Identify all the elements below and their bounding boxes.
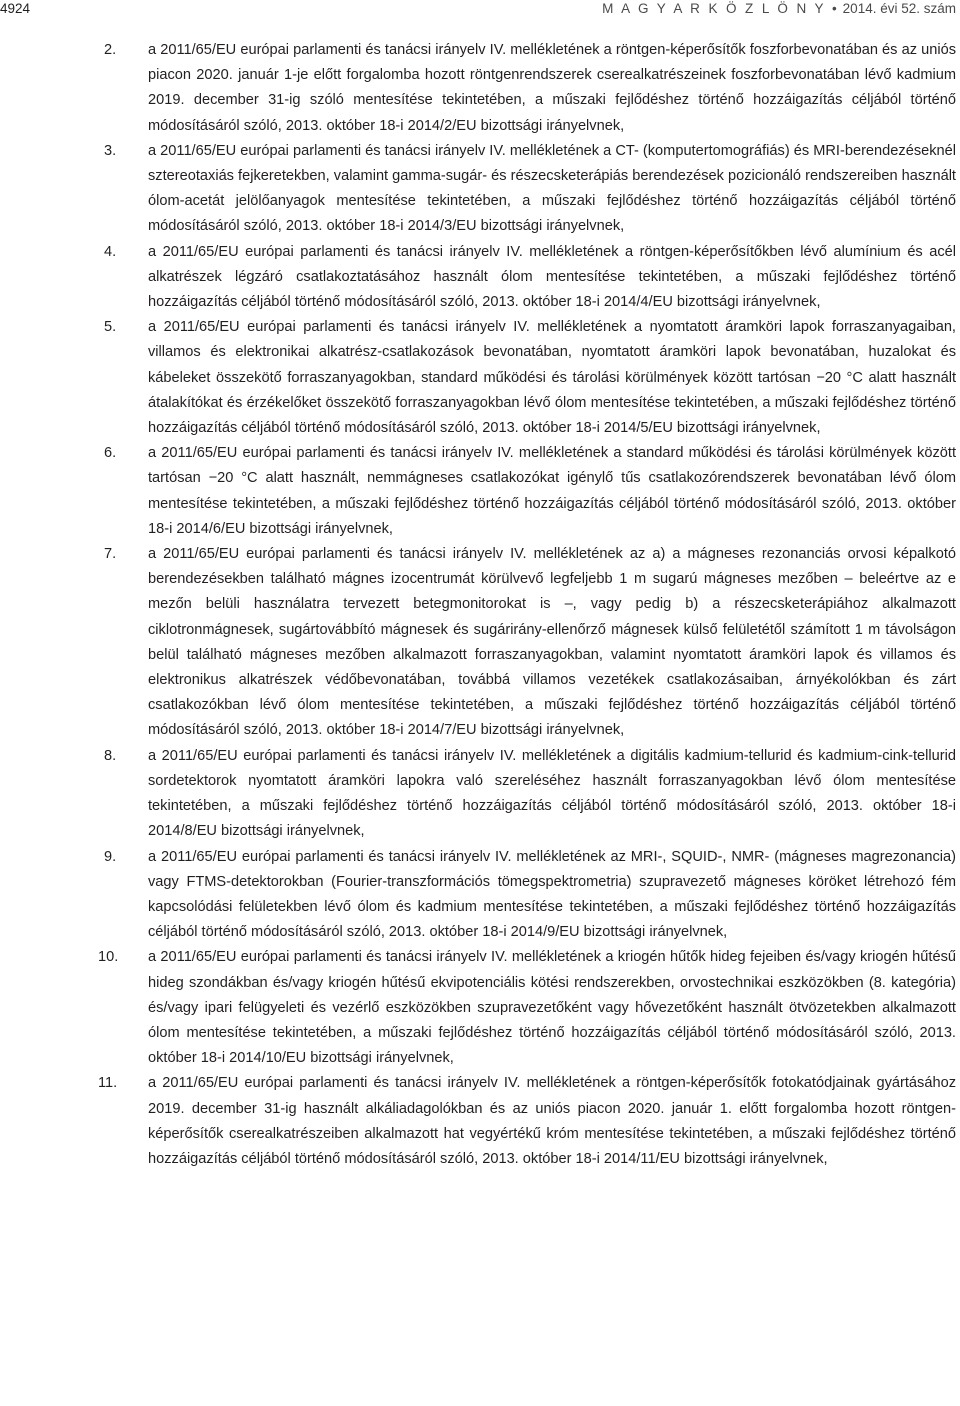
list-item: [98, 1071, 956, 1172]
page-header: [0, 0, 960, 40]
list-item: [104, 441, 956, 542]
list-item: [104, 542, 956, 744]
list-item-text: a 2011/65/EU európai parlamenti és tanácsi irányelv IV. mellékletének a nyomtatott áramköri lapok forraszanyagaiban, villamos és elektronikai alkatrész-csatlakozások bevonatában, nyomtatott áramköri lapok bevonatában, huzalokat és kábeleket összekötő forraszanyagokban, standard működési és tárolási körülmények között tartósan −20 °C alatt használt átalakítókat és érzékelőket összekötő forraszanyagokban lévő ólom mentesítése tekintetében, a műszaki fejlődéshez történő hozzáigazítás céljából történő módosításáról szóló, 2013. október 18-i 2014/5/EU bizottsági irányelvnek,: [148, 319, 956, 437]
list-item-text: a 2011/65/EU európai parlamenti és tanácsi irányelv IV. mellékletének a digitális kadmium-tellurid és kadmium-cink-tellurid sordetektorok nyomtatott áramköri lapokra való szereléséhez használt forraszanyagokban lévő ólom mentesítése tekintetében, a műszaki fejlődéshez történő hozzáigazítás céljából történő módosításáról szóló, 2013. október 18-i 2014/8/EU bizottsági irányelvnek,: [148, 747, 956, 840]
list-item-text: a 2011/65/EU európai parlamenti és tanácsi irányelv IV. mellékletének a röntgen-képerősítőkben lévő alumínium és acél alkatrészek légzáró csatlakoztatásához használt ólom mentesítése tekintetében, a műszaki fejlődéshez történő hozzáigazítás céljából történő módosításáról szóló, 2013. október 18-i 2014/4/EU bizottsági irányelvnek,: [148, 243, 956, 311]
list-item-text: a 2011/65/EU európai parlamenti és tanácsi irányelv IV. mellékletének a CT- (komputertomográfiás) és MRI-berendezéseknél sztereotaxiás fejkeretekben, valamint gamma-sugár- és részecsketerápiás berendezések pozicionáló rendszereiben használt ólom-acetát jelölőanyagok mentesítése tekintetében, a műszaki fejlődéshez történő hozzáigazítás céljából történő módosításáról szóló, 2013. október 18-i 2014/3/EU bizottsági irányelvnek,: [148, 142, 956, 235]
list-item-number: 8.: [104, 747, 117, 764]
list-item: [104, 38, 956, 139]
list-item-number: 10.: [98, 949, 119, 966]
list-item-text: a 2011/65/EU európai parlamenti és tanácsi irányelv IV. mellékletének a röntgen-képerősítők fotokatódjainak gyártásához 2019. december 31-ig használt alkáliadagolókban és az uniós piacon 2020. január 1. előtt forgalomba hozott röntgen-képerősítők cserealkatrészeiben alkalmazott hat vegyértékű króm mentesítése tekintetében, a műszaki fejlődéshez történő hozzáigazítás céljából történő módosításáról szóló, 2013. október 18-i 2014/11/EU bizottsági irányelvnek,: [148, 1075, 956, 1167]
list-item-text: a 2011/65/EU európai parlamenti és tanácsi irányelv IV. mellékletének az a) a mágneses rezonanciás orvosi képalkotó berendezésekben található mágnes izocentrumát körülvevő legfeljebb 1 m sugarú mágneses mezőben – beleértve az e mezőn belüli használatra tervezett betegmonitorokat is –, vagy pedig b) a részecsketerápiához alkalmazott ciklotronmágnesek, sugártovábbító mágnesek és sugárirány-ellenőrző mágnesek külső felületétől számított 1 m távolságon belül található mágneses mezőben alkalmazott forraszanyagokban, valamint nyomtatott áramköri lapok és villamos és elektronikus alkatrészek védőbevonatában, továbbá villamos vezetékek csatlakozásaiban, árnyékolókban és zárt csatlakozókban lévő ólom mentesítése tekintetében, a műszaki fejlődéshez történő hozzáigazítás céljából történő módosításáról szóló, 2013. október 18-i 2014/7/EU bizottsági irányelvnek,: [148, 546, 956, 739]
list-item-number: 2.: [104, 42, 117, 58]
list-item-number: 9.: [104, 848, 117, 865]
list-item-text: a 2011/65/EU európai parlamenti és tanácsi irányelv IV. mellékletének a röntgen-képerősítők foszforbevonatában és az uniós piacon 2020. január 1-je előtt forgalomba hozott röntgenrendszerek cserealkatrészeinek foszforbevonatában lévő kadmium 2019. december 31-ig szóló mentesítése tekintetében, a műszaki fejlődéshez történő hozzáigazítás céljából történő módosításáról szóló, 2013. október 18-i 2014/2/EU bizottsági irányelvnek,: [148, 42, 956, 134]
list-item-number: 4.: [104, 243, 117, 260]
issue-info: 2014. évi 52. szám: [842, 1, 956, 16]
list-item-number: 6.: [104, 445, 117, 462]
list-item: [104, 744, 956, 845]
journal-title: [602, 0, 956, 18]
list-item-number: 7.: [104, 546, 117, 563]
page-number: 4924: [0, 1, 31, 16]
journal-brand: M A G Y A R K Ö Z L Ö N Y: [602, 1, 826, 16]
list-item-text: a 2011/65/EU európai parlamenti és tanácsi irányelv IV. mellékletének a kriogén hűtők hideg fejeiben és/vagy kriogén hűtésű hideg szondákban és/vagy kriogén hűtésű ekvipotenciális kötési rendszerekben, orvostechnikai eszközökben (8. kategória) és/vagy ipari felügyeleti és vezérlő eszközökben szupravezetőként vagy hővezetőként használt ötvözetekben alkalmazott ólom mentesítése tekintetében, a műszaki fejlődéshez történő hozzáigazítás céljából történő módosításáról szóló, 2013. október 18-i 2014/10/EU bizottsági irányelvnek,: [148, 949, 956, 1067]
list-item: [104, 845, 956, 946]
list-item: [98, 945, 956, 1071]
list-item: [104, 315, 956, 441]
list-item: [104, 240, 956, 316]
numbered-list: [98, 38, 956, 1172]
list-item-number: 11.: [98, 1075, 118, 1092]
list-item-number: 5.: [104, 319, 117, 336]
list-item-number: 3.: [104, 142, 117, 159]
list-item-text: a 2011/65/EU európai parlamenti és tanácsi irányelv IV. mellékletének az MRI-, SQUID-, NMR- (mágneses magrezonancia) vagy FTMS-detektorokban (Fourier-transzformációs tömegspektrometria) szupravezető mágneses köröket létrehozó fém kapcsolódási felületekben lévő ólom és kadmium mentesítése tekintetében, a műszaki fejlődéshez történő hozzáigazítás céljából történő módosításáról szóló, 2013. október 18-i 2014/9/EU bizottsági irányelvnek,: [148, 848, 956, 941]
list-item-text: a 2011/65/EU európai parlamenti és tanácsi irányelv IV. mellékletének a standard működési és tárolási körülmények között tartósan −20 °C alatt használt, nemmágneses csatlakozókat igénylő tűs csatlakozórendszerek bevonatában lévő ólom mentesítése tekintetében, a műszaki fejlődéshez történő hozzáigazítás céljából történő módosításáról szóló, 2013. október 18-i 2014/6/EU bizottsági irányelvnek,: [148, 445, 956, 537]
separator-bullet: •: [831, 1, 837, 16]
list-item: [104, 139, 956, 240]
